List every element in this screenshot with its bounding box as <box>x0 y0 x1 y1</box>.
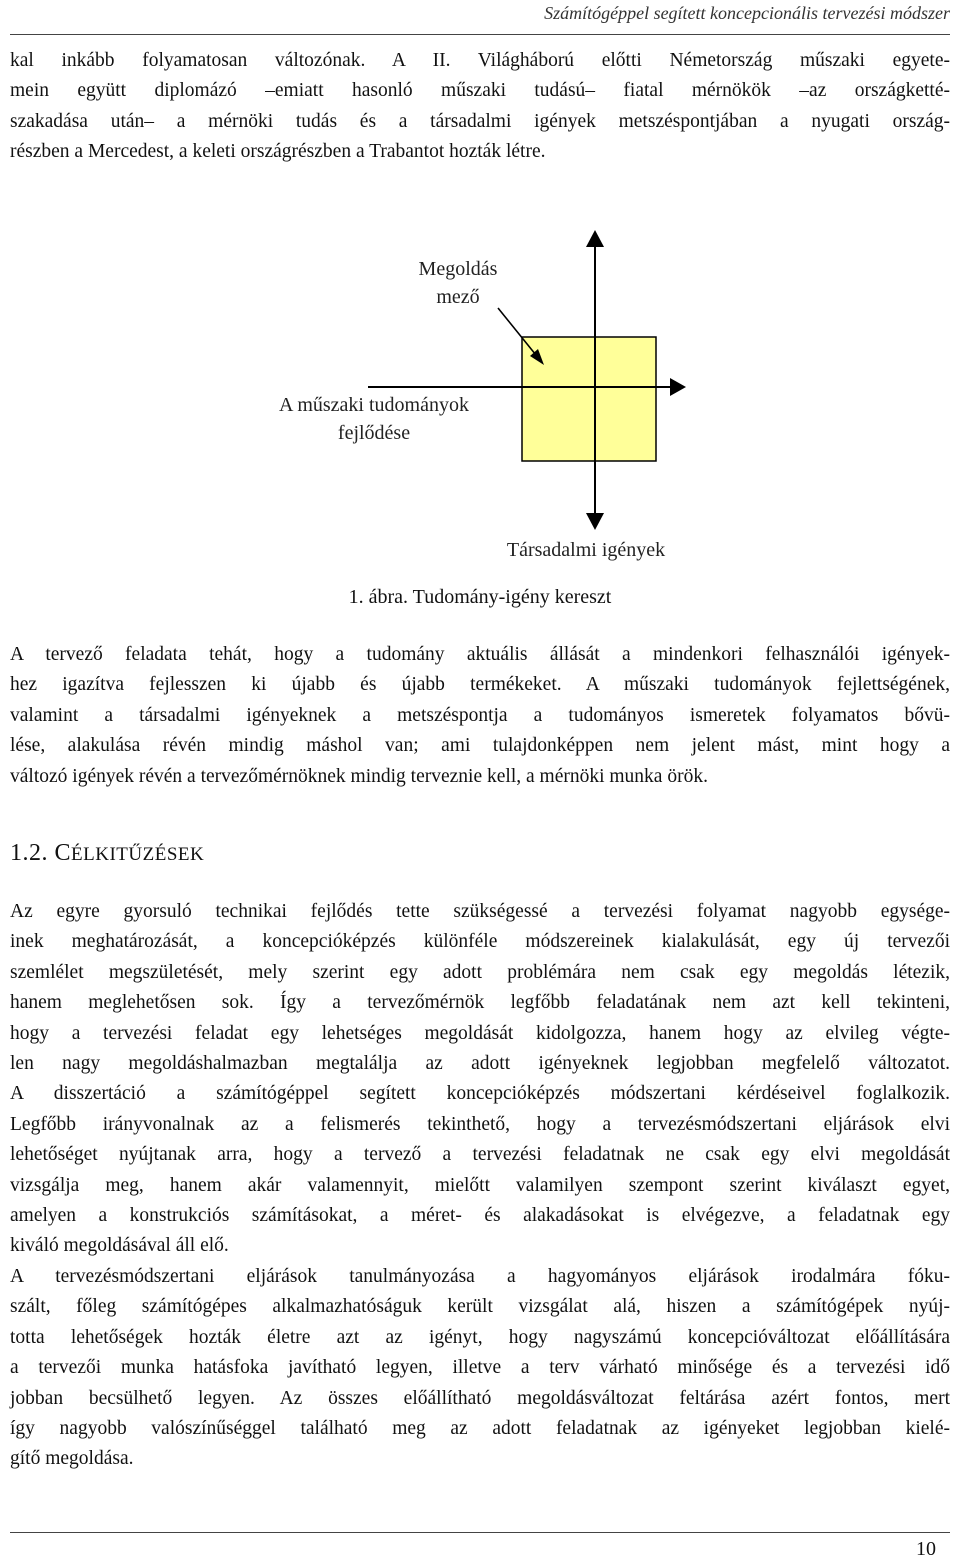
text-line: len nagy megoldáshalmazban megtalálja az adott igényeknek legjobban megfelelő változatot. <box>10 1053 950 1075</box>
text-line: a tervezői munka hatásfoka javítható legyen, illetve a terv várható minősége és a tervezési idő <box>10 1357 950 1379</box>
text-line: szakadása után– a mérnöki tudás és a társadalmi igények metszéspontjában a nyugati ország- <box>10 110 950 132</box>
text-line: Legfőbb irányvonalnak az a felismerés tekinthető, hogy a tervezésmódszertani eljárások elvi <box>10 1113 950 1135</box>
text-line: hanem meglehetősen sok. Így a tervezőmérnök legfőbb feladatának nem azt kell tekinteni, <box>10 992 950 1014</box>
footer-rule <box>10 1532 950 1533</box>
text-line: kal inkább folyamatosan változónak. A II. Világháború előtti Németország műszaki egyete- <box>10 50 950 71</box>
section-heading <box>10 840 204 867</box>
up-arrowhead <box>586 230 604 247</box>
solution-field-square <box>522 337 656 461</box>
text-line: jobban becsülhető legyen. Az összes előállítható megoldásváltozat feltárása azért fontos, mert <box>10 1387 950 1409</box>
text-line: gítő megoldása. <box>10 1448 134 1470</box>
tech-progress-label-line1: A műszaki tudományok <box>279 394 469 416</box>
page-number: 10 <box>916 1538 936 1560</box>
intro-paragraph <box>10 46 950 168</box>
text-line: Az egyre gyorsuló technikai fejlődés tette szükségessé a tervezési folyamat nagyobb egysége- <box>10 901 950 922</box>
text-line: kiváló megoldásával áll elő. <box>10 1235 229 1257</box>
text-line: A disszertáció a számítógéppel segített koncepcióképzés módszertani kérdéseivel foglalkozik. <box>10 1083 950 1105</box>
section-number: 1.2. <box>10 840 48 866</box>
paragraph-objectives <box>10 897 950 1475</box>
text-line: lése, alakulása révén mindig máshol van; ami tulajdonképpen nem jelent mást, mint hogy a <box>10 735 950 757</box>
running-title: Számítógéppel segített koncepcionális tervezési módszer <box>544 3 950 23</box>
solution-pointer-arrow <box>498 308 540 360</box>
text-line: A tervező feladata tehát, hogy a tudomány aktuális állását a mindenkori felhasználói igények- <box>10 644 950 665</box>
paragraph-designer-task <box>10 640 950 792</box>
page-header <box>10 0 950 35</box>
text-line: részben a Mercedest, a keleti országrészben a Trabantot hozták létre. <box>10 141 546 163</box>
text-line: lehetőséget nyújtanak arra, hogy a tervező a tervezési feladatnak ne csak egy elvi megoldását <box>10 1144 950 1166</box>
down-arrowhead <box>586 513 604 530</box>
solution-field-label-line2: mező <box>436 286 480 308</box>
text-line: változó igények révén a tervezőmérnöknek mindig terveznie kell, a mérnöki munka örök. <box>10 765 708 787</box>
solution-field-label-line1: Megoldás <box>418 258 498 280</box>
text-line: így nagyobb valószínűséggel található meg az adott feladatnak az igényeket legjobban kielé- <box>10 1417 950 1439</box>
text-line: A tervezésmódszertani eljárások tanulmányozása a hagyományos eljárások irodalmára fóku- <box>10 1265 950 1287</box>
right-arrowhead <box>670 378 686 396</box>
text-line: mein együtt diplomázó –emiatt hasonló műszaki tudású– fiatal mérnökök –az országketté- <box>10 80 950 102</box>
text-line: hogy a tervezési feladat egy lehetséges megoldását kidolgozza, hanem hogy az elvileg végte- <box>10 1022 950 1044</box>
section-title-rest: ÉLKITŰZÉSEK <box>71 844 205 865</box>
social-needs-label: Társadalmi igények <box>506 539 666 561</box>
text-line: vizsgálja meg, hanem akár valamennyit, mielőtt valamilyen szempont szerint kiválaszt egyet, <box>10 1174 950 1196</box>
text-line: szemlélet megszületését, mely szerint egy adott problémára nem csak egy megoldás létezik, <box>10 961 950 983</box>
text-line: hez igazítva fejlesszen ki újabb és újabb termékeket. A műszaki tudományok fejlettségének, <box>10 674 950 696</box>
text-line: valamint a társadalmi igényeknek a metszéspontja a tudományos ismeretek folyamatos bővü- <box>10 704 950 726</box>
tech-progress-label-line2: fejlődése <box>337 422 411 444</box>
text-line: szált, főleg számítógépes alkalmazhatóságuk került vizsgálat alá, hiszen a számítógépek nyúj- <box>10 1296 950 1318</box>
section-title-initial: C <box>54 840 72 866</box>
text-line: amelyen a konstrukciós számításokat, a méret- és alakadásokat is elvégezve, a feladatnak egy <box>10 1205 950 1227</box>
text-line: inek meghatározását, a koncepcióképzés különféle módszereinek kialakulását, egy új tervezői <box>10 931 950 953</box>
text-line: totta lehetőségek hozták életre azt az igényt, hogy nagyszámú koncepcióváltozat előállítására <box>10 1326 950 1348</box>
science-demand-cross-figure <box>0 225 960 565</box>
figure-caption: 1. ábra. Tudomány-igény kereszt <box>348 586 612 608</box>
